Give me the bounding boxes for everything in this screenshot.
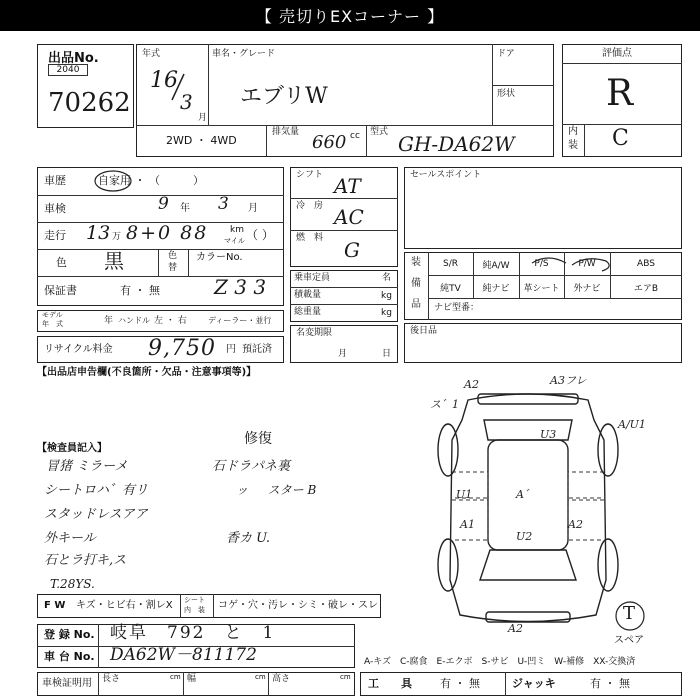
- mileage-unit-man: 万: [112, 232, 122, 242]
- mileage-man: 13: [86, 222, 111, 244]
- later-items-box: [404, 323, 682, 363]
- wheel-rear-right: [598, 539, 618, 591]
- mark-a-roof: A゛: [516, 488, 535, 501]
- mileage-label: 走行: [44, 229, 66, 242]
- interior-score: C: [612, 126, 629, 151]
- equip-power-steering: P/S: [534, 259, 549, 269]
- deadline-day: 日: [382, 349, 392, 359]
- navi-model-label: ナビ型番：: [434, 303, 480, 313]
- exhibitor-notice: 【出品店申告欄(不良箇所・欠品・注意事項等)】: [37, 367, 257, 378]
- header-title: 【 売切りEXコーナー 】: [255, 7, 445, 26]
- equip-genuine-navi: 純ナビ: [482, 283, 510, 294]
- vehicle-name: エブリW: [240, 84, 328, 109]
- rear-window: [480, 550, 576, 580]
- equip-leather-seat: 革シート: [523, 283, 560, 294]
- equip-external-navi: 外ナビ: [573, 283, 601, 294]
- mileage-rest: 8+0 88: [126, 222, 209, 244]
- inspector-label: 【検査員記入】: [37, 443, 107, 454]
- rating-score: R: [606, 73, 634, 114]
- jack-value: 有 ・ 無: [590, 677, 630, 690]
- width-label: 幅: [187, 674, 197, 684]
- jack-label: ジャッキ: [512, 677, 556, 690]
- tools-label: 工 具: [368, 677, 412, 690]
- cert-label: 車検証明用: [42, 678, 92, 689]
- width-unit: cm: [255, 673, 266, 681]
- shaken-year: 9: [158, 194, 169, 214]
- wheel-rear-left: [438, 539, 458, 591]
- equip-abs: ABS: [637, 259, 655, 269]
- windshield: [484, 420, 572, 440]
- tools-value: 有 ・ 無: [440, 677, 480, 690]
- door-label: ドア: [497, 49, 515, 59]
- displacement-unit: cc: [350, 131, 360, 141]
- name-label: 車名・グレード: [212, 49, 276, 59]
- displacement-value: 660: [312, 132, 347, 153]
- equip-genuine-aw: 純A/W: [482, 260, 510, 271]
- lot-number: 70262: [48, 88, 131, 118]
- lot-label: 出品No.: [48, 51, 99, 66]
- shaken-month-unit: 月: [248, 203, 258, 214]
- reg-label: 登 録 No.: [44, 628, 95, 641]
- equip-power-window: P/W: [578, 259, 596, 269]
- shaken-label: 車検: [44, 202, 66, 215]
- inspector-right-note-1: 石ドラパネ裏: [212, 459, 291, 474]
- mileage-unit-mile: マイル: [224, 237, 245, 245]
- later-items-label: 後日品: [410, 326, 438, 336]
- height-unit: cm: [340, 673, 351, 681]
- mark-u2: U2: [516, 530, 533, 543]
- equip-genuine-tv: 純TV: [440, 283, 461, 294]
- fuel-value: G: [344, 238, 360, 262]
- inspector-note-5: 石とラ打キ,ス: [44, 553, 127, 568]
- height-label: 高さ: [272, 674, 291, 684]
- equip-sunroof: S/R: [443, 259, 458, 269]
- interior-label-2: 装: [568, 140, 578, 151]
- shape-label: 形状: [497, 89, 516, 99]
- seat-label-1: シート: [184, 596, 205, 604]
- inspector-note-3: スタッドレスアア: [44, 507, 148, 522]
- inspector-note-2: シートロハ゛有リ: [44, 483, 149, 498]
- mark-au1: A/U1: [618, 418, 646, 431]
- wheel-front-left: [438, 424, 458, 476]
- history-kind: 自家用 ・ （ ）: [98, 174, 204, 187]
- mark-a3-front-right: A3フレ: [550, 374, 587, 387]
- mark-a2-front: A2: [464, 378, 479, 391]
- color-no-value: Z 3 3: [214, 275, 267, 299]
- inspector-right-note-4: 香カ U.: [226, 531, 271, 546]
- mark-u1: U1: [456, 488, 473, 501]
- recycle-unit: 円: [226, 344, 236, 355]
- seat-label-2: 内 装: [184, 606, 205, 614]
- color-value: 黒: [104, 249, 124, 273]
- dealer-label: ディーラー・並行: [208, 316, 272, 325]
- month-value: 3: [180, 90, 193, 114]
- front-right-door: [568, 472, 604, 498]
- sales-point-label: セールスポイント: [410, 170, 482, 180]
- mileage-paren: （ ）: [246, 228, 274, 242]
- load-unit: kg: [381, 291, 392, 301]
- gross-unit: kg: [381, 308, 392, 318]
- color-no-label: カラーNo.: [196, 252, 243, 263]
- paint-label-2: 替: [168, 263, 178, 273]
- capacity-unit: 名: [382, 273, 392, 283]
- ac-value: AC: [334, 205, 364, 229]
- recycle-value: 9,750: [148, 336, 216, 361]
- damage-legend: A-キズ C-腐食 E-エクボ S-サビ U-凹ミ W-補修 XX-交換済: [364, 657, 636, 667]
- paint-label-1: 色: [168, 251, 178, 261]
- inspector-note-1: 冒猪 ミラーメ: [46, 459, 128, 474]
- year-label: 年式: [142, 49, 161, 59]
- model-label-1: モデル: [42, 311, 63, 319]
- recycle-label: リサイクル料金: [44, 344, 113, 355]
- warranty-label: 保証書: [44, 284, 77, 297]
- deadline-month: 月: [338, 349, 348, 359]
- equip-label-1: 装: [411, 257, 421, 268]
- rating-label: 評価点: [602, 48, 632, 59]
- equip-circle-marks: [528, 255, 618, 275]
- shaken-month: 3: [218, 194, 229, 214]
- type-value: GH-DA62W: [398, 132, 515, 156]
- model-year-unit: 年: [104, 316, 114, 326]
- month-unit: 月: [198, 113, 208, 123]
- shift-label: シフト: [296, 170, 324, 180]
- page-header: [0, 0, 700, 31]
- equip-airbag: エアB: [633, 283, 659, 294]
- vin-label: 車 台 No.: [44, 650, 95, 663]
- wheel-front-right: [598, 424, 618, 476]
- mark-a2-right: A2: [568, 518, 583, 531]
- equip-label-2: 備: [411, 278, 421, 289]
- handle-label: ハンドル: [118, 316, 150, 325]
- inspector-note-header: 修復: [244, 431, 272, 447]
- shaken-year-unit: 年: [180, 203, 190, 214]
- drive-options: 2WD ・ 4WD: [166, 134, 237, 147]
- displacement-label: 排気量: [272, 127, 300, 137]
- interior-label-1: 内: [568, 126, 578, 137]
- reg-value: 岐阜 792 と 1: [110, 623, 276, 643]
- length-unit: cm: [170, 673, 181, 681]
- mark-a1: A1: [460, 518, 475, 531]
- handle-value: 左 ・ 右: [154, 316, 187, 326]
- capacity-label: 乗車定員: [294, 273, 331, 283]
- mark-u3: U3: [540, 428, 557, 441]
- spare-label: スペア: [614, 635, 644, 646]
- equip-label-3: 品: [411, 299, 421, 310]
- ac-label: 冷 房: [296, 201, 324, 211]
- type-label: 型式: [370, 127, 389, 137]
- mark-a2-rear: A2: [508, 622, 523, 635]
- spare-mark: T: [623, 603, 636, 624]
- fw-label: F W: [44, 600, 66, 611]
- vin-value: DA62W－811172: [110, 645, 257, 665]
- kind-circle: [94, 170, 134, 192]
- history-kind-label: 車歴: [44, 174, 66, 187]
- year-value: 16: [150, 68, 178, 93]
- deadline-label: 名変期限: [296, 328, 333, 338]
- model-label-2: 年 式: [42, 320, 63, 328]
- mark-s1: ス゛1: [430, 398, 459, 411]
- car-body-outline: [450, 394, 606, 622]
- length-label: 長さ: [102, 674, 121, 684]
- seat-items: コゲ・穴・汚レ・シミ・破レ・スレ: [218, 600, 378, 611]
- recycle-note: 預託済: [242, 344, 272, 355]
- warranty-value: 有 ・ 無: [120, 284, 160, 297]
- shift-value: AT: [334, 174, 361, 198]
- color-label: 色: [56, 256, 67, 269]
- mileage-unit-km: km: [230, 225, 244, 235]
- load-label: 積載量: [294, 290, 322, 300]
- fuel-label: 燃 料: [296, 233, 324, 243]
- fw-items: キズ・ヒビ右・割レX: [76, 600, 173, 611]
- inspector-right-note-2: ッ スター B: [236, 483, 317, 497]
- inspector-note-4: 外キール: [44, 531, 96, 546]
- inspector-note-6: T.28YS.: [50, 577, 95, 591]
- lot-stamp: 2040: [48, 64, 88, 76]
- gross-label: 総重量: [294, 307, 322, 317]
